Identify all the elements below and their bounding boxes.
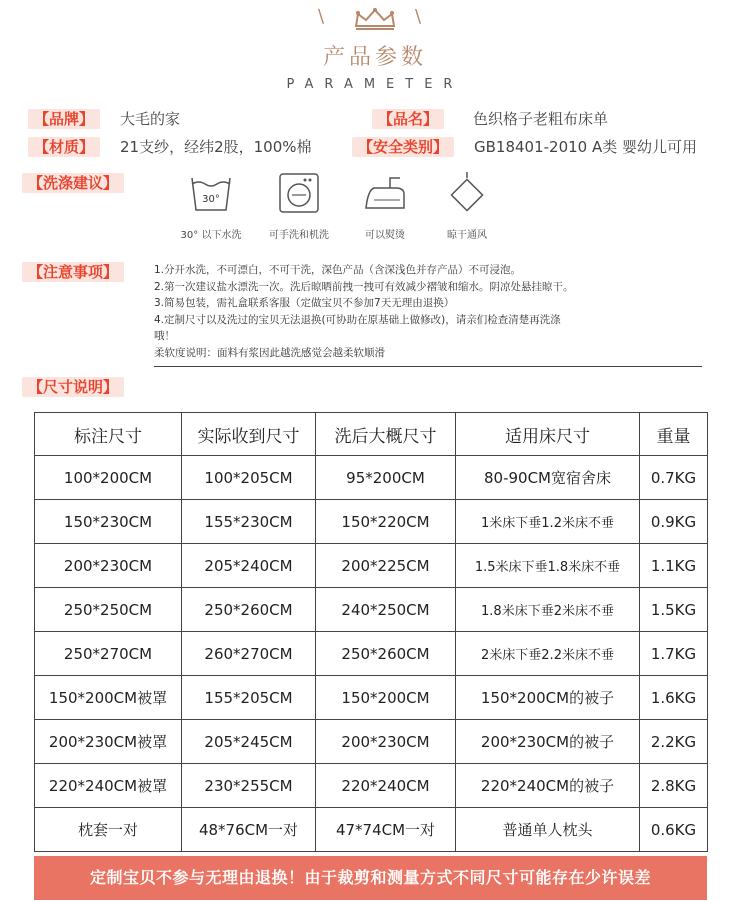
table-row	[35, 632, 708, 676]
table-row	[35, 588, 708, 632]
page-header	[0, 0, 750, 100]
decor-slash-left: \	[318, 6, 325, 27]
brand-tag: 【 品牌 】	[28, 109, 100, 129]
table-cell: 230*255CM	[182, 764, 316, 808]
wash-caption: 30° 以下水洗	[180, 230, 242, 241]
crown-icon	[352, 8, 398, 30]
table-cell: 220*240CM被罩	[35, 764, 182, 808]
size-table	[34, 412, 708, 852]
table-row	[35, 676, 708, 720]
wash-temp: 30°	[202, 194, 220, 205]
table-cell: 1.6KG	[640, 676, 708, 720]
table-cell: 200*230CM	[316, 720, 456, 764]
decor-slash-right: \	[415, 6, 422, 27]
wash-caption: 晾干通风	[447, 230, 487, 241]
table-cell: 0.9KG	[640, 500, 708, 544]
wash-item	[264, 170, 334, 241]
table-cell: 1.5KG	[640, 588, 708, 632]
table-cell: 2米床下垂2.2米床不垂	[456, 632, 640, 676]
iron-icon	[360, 170, 410, 216]
notes-line: 2.第一次建议盐水漂洗一次。洗后晾晒前拽一拽可有效减少褶皱和缩水。阴凉处悬挂晾干。	[154, 280, 574, 293]
wash-caption: 可以熨烫	[365, 230, 405, 241]
table-cell: 150*220CM	[316, 500, 456, 544]
col-header: 标注尺寸	[35, 413, 182, 456]
table-cell: 枕套一对	[35, 808, 182, 852]
washing-machine-icon	[274, 170, 324, 216]
notes-tag: 【 注意事项 】	[22, 262, 124, 282]
table-row	[35, 500, 708, 544]
page-subtitle: PARAMETER	[286, 77, 464, 92]
notes-line: 哦！	[154, 330, 175, 342]
wash-caption: 可手洗和机洗	[269, 230, 329, 241]
table-cell: 150*230CM	[35, 500, 182, 544]
table-cell: 0.6KG	[640, 808, 708, 852]
table-cell: 1.8米床下垂2米床不垂	[456, 588, 640, 632]
size-tag: 【 尺寸说明 】	[22, 377, 124, 397]
table-cell: 1.5米床下垂1.8米床不垂	[456, 544, 640, 588]
notes-line: 4.定制尺寸以及洗过的宝贝无法退换(可协助在原基础上做修改)，请亲们检查清楚再洗涤	[154, 313, 561, 326]
table-cell: 250*270CM	[35, 632, 182, 676]
table-cell: 250*250CM	[35, 588, 182, 632]
col-header: 洗后大概尺寸	[316, 413, 456, 456]
table-cell: 48*76CM一对	[182, 808, 316, 852]
col-header: 适用床尺寸	[456, 413, 640, 456]
notes-list	[154, 262, 714, 361]
table-cell: 200*230CM	[35, 544, 182, 588]
table-cell: 普通单人枕头	[456, 808, 640, 852]
table-cell: 205*240CM	[182, 544, 316, 588]
table-cell: 150*200CM的被子	[456, 676, 640, 720]
table-cell: 200*230CM被罩	[35, 720, 182, 764]
notes-line: 1.分开水洗，不可漂白，不可干洗，深色产品（含深浅色并存产品）不可浸泡。	[154, 264, 522, 276]
material-tag: 【 材质 】	[28, 137, 100, 157]
name-tag: 【 品名 】	[372, 109, 444, 129]
material-value: 21支纱，经纬2股，100%棉	[120, 138, 312, 156]
table-cell: 47*74CM一对	[316, 808, 456, 852]
safety-value: GB18401-2010 A类 婴幼儿可用	[474, 138, 698, 156]
table-cell: 95*200CM	[316, 456, 456, 500]
table-cell: 220*240CM的被子	[456, 764, 640, 808]
page-title: 产品参数	[322, 45, 427, 70]
divider	[154, 366, 702, 367]
col-header: 重量	[640, 413, 708, 456]
brand-value: 大毛的家	[120, 110, 181, 128]
wash-item	[176, 170, 246, 241]
table-cell: 220*240CM	[316, 764, 456, 808]
safety-tag: 【 安全类别 】	[352, 137, 454, 157]
notes-line: 柔软度说明：面料有浆因此越洗感觉会越柔软顺滑	[154, 346, 385, 359]
wash-item	[432, 170, 502, 241]
table-cell: 80-90CM宽宿舍床	[456, 456, 640, 500]
wash-tag: 【 洗涤建议 】	[22, 173, 124, 193]
table-cell: 200*230CM的被子	[456, 720, 640, 764]
table-cell: 2.8KG	[640, 764, 708, 808]
table-cell: 155*230CM	[182, 500, 316, 544]
table-cell: 260*270CM	[182, 632, 316, 676]
table-row	[35, 808, 708, 852]
table-cell: 1.1KG	[640, 544, 708, 588]
wash-tub-icon	[186, 170, 236, 216]
table-header-row	[35, 413, 708, 456]
table-cell: 100*200CM	[35, 456, 182, 500]
table-row	[35, 456, 708, 500]
hanging-dry-icon	[442, 170, 492, 216]
wash-item	[350, 170, 420, 241]
table-row	[35, 720, 708, 764]
name-value: 色织格子老粗布床单	[473, 110, 609, 128]
table-cell: 1米床下垂1.2米床不垂	[456, 500, 640, 544]
table-cell: 250*260CM	[182, 588, 316, 632]
col-header: 实际收到尺寸	[182, 413, 316, 456]
table-cell: 250*260CM	[316, 632, 456, 676]
table-cell: 0.7KG	[640, 456, 708, 500]
table-cell: 2.2KG	[640, 720, 708, 764]
table-cell: 200*225CM	[316, 544, 456, 588]
table-cell: 155*205CM	[182, 676, 316, 720]
table-cell: 240*250CM	[316, 588, 456, 632]
notes-line: 3.简易包装，需礼盒联系客服（定做宝贝不参加7天无理由退换）	[154, 297, 455, 309]
table-cell: 100*205CM	[182, 456, 316, 500]
table-row	[35, 764, 708, 808]
disclaimer-banner: 定制宝贝不参与无理由退换！由于裁剪和测量方式不同尺寸可能存在少许误差	[34, 856, 707, 900]
table-row	[35, 544, 708, 588]
table-cell: 150*200CM	[316, 676, 456, 720]
table-cell: 205*245CM	[182, 720, 316, 764]
table-cell: 1.7KG	[640, 632, 708, 676]
table-cell: 150*200CM被罩	[35, 676, 182, 720]
